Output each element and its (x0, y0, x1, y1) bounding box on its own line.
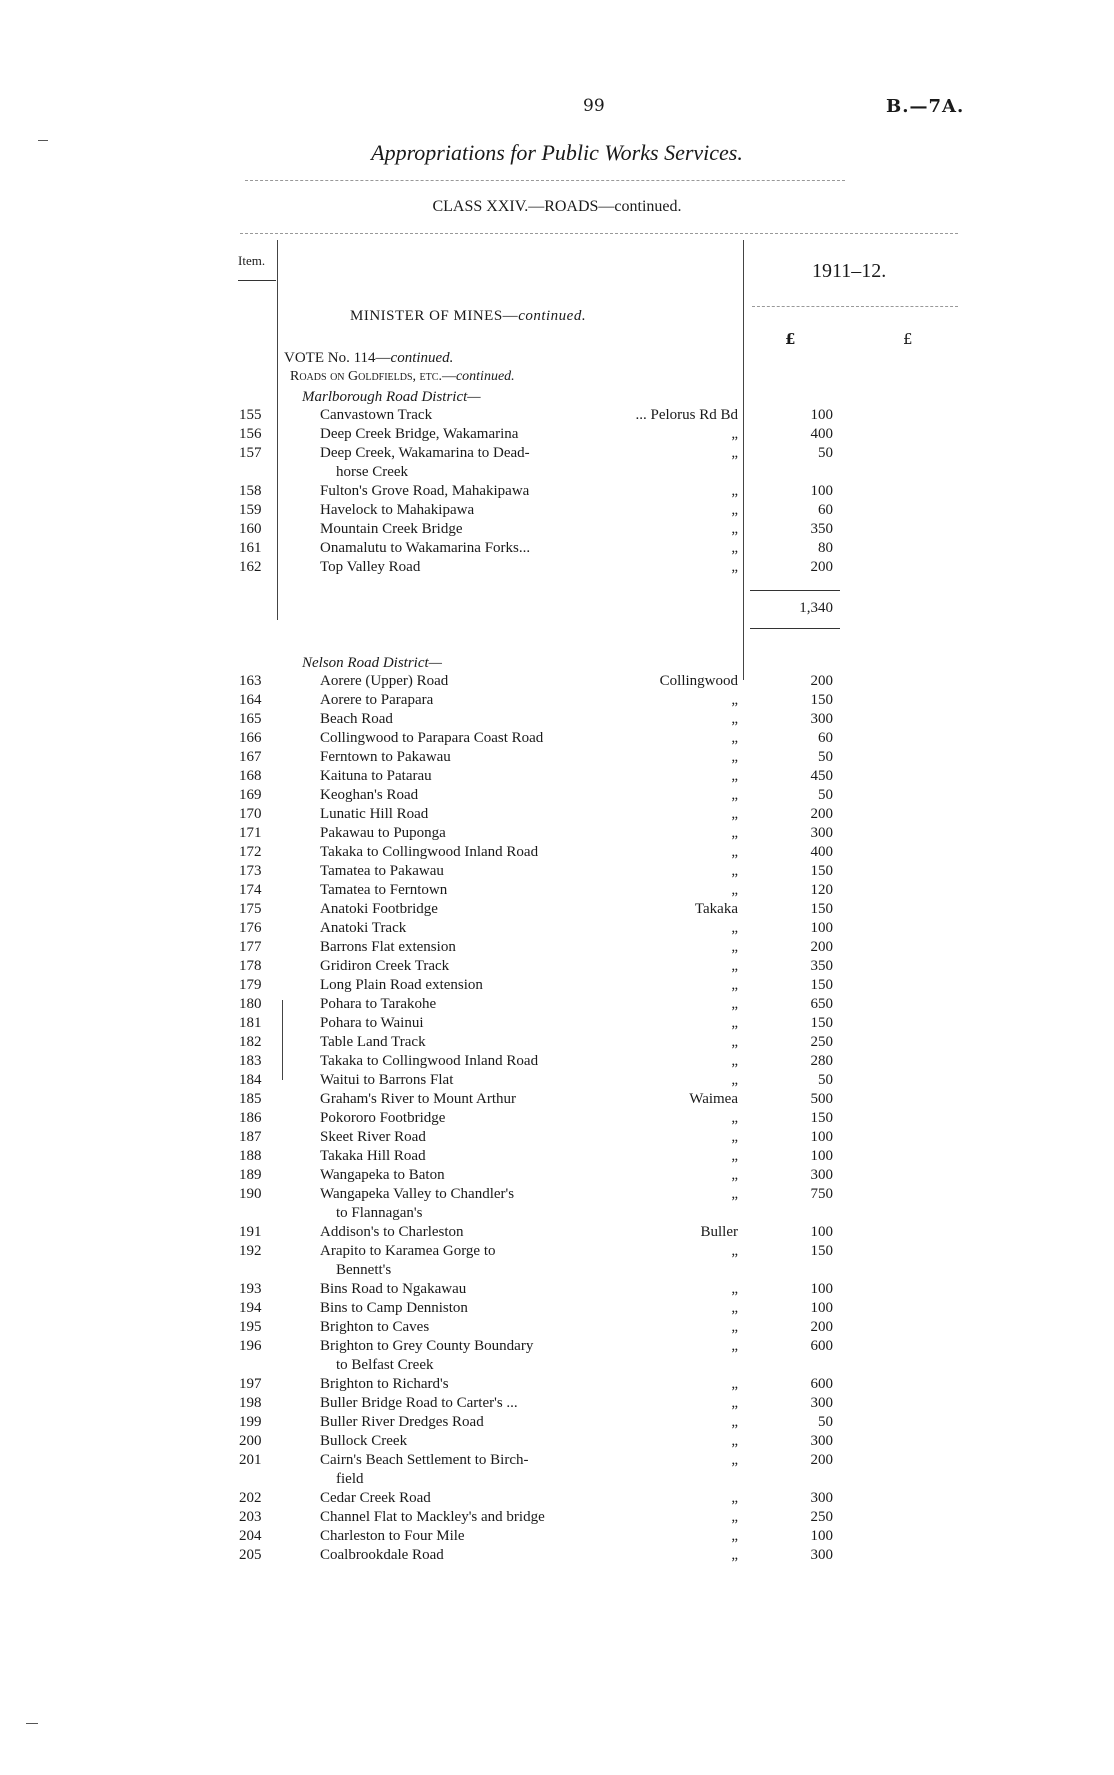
row-amount: 100 (810, 483, 833, 499)
row-amount: 50 (818, 1414, 833, 1430)
item-number: 174 (239, 882, 262, 898)
document-reference: B.—7A. (886, 96, 965, 117)
row-amount: 600 (810, 1376, 833, 1392)
row-description: Pohara to Tarakohe (320, 996, 437, 1012)
row-authority: „ (731, 1490, 738, 1506)
item-number: 164 (239, 692, 262, 708)
year-header-rule (752, 306, 958, 307)
row-amount: 400 (810, 426, 833, 442)
row-authority: „ (731, 958, 738, 974)
row-amount: 200 (810, 939, 833, 955)
pound-symbol-second: £ (903, 330, 913, 348)
page-number: 99 (583, 96, 605, 116)
row-authority: „ (731, 996, 738, 1012)
row-authority: „ (731, 1186, 738, 1202)
table-top-rule (240, 233, 958, 234)
row-amount: 350 (810, 521, 833, 537)
item-number: 201 (239, 1452, 262, 1468)
row-description: Buller River Dredges Road (320, 1414, 484, 1430)
item-number: 183 (239, 1053, 262, 1069)
page-title: Appropriations for Public Works Services. (371, 140, 743, 165)
row-description: Aorere to Parapara (320, 692, 434, 708)
row-amount: 60 (818, 730, 833, 746)
row-authority: „ (731, 1034, 738, 1050)
item-number: 169 (239, 787, 262, 803)
item-number: 176 (239, 920, 262, 936)
row-amount: 150 (810, 901, 833, 917)
subtotal-rule-bottom (750, 628, 840, 629)
row-description: Anatoki Track (320, 920, 407, 936)
row-authority: „ (731, 1148, 738, 1164)
row-amount: 150 (810, 692, 833, 708)
row-description: Waitui to Barrons Flat (320, 1072, 454, 1088)
row-description: Top Valley Road (320, 559, 421, 575)
row-authority: Buller (700, 1224, 738, 1240)
row-description: Brighton to Richard's (320, 1376, 449, 1392)
row-amount: 100 (810, 407, 833, 423)
row-authority: „ (731, 1376, 738, 1392)
item-number: 181 (239, 1015, 262, 1031)
item-number: 198 (239, 1395, 262, 1411)
item-number: 158 (239, 483, 262, 499)
row-amount: 400 (810, 844, 833, 860)
item-number: 177 (239, 939, 262, 955)
row-description: Pohara to Wainui (320, 1015, 424, 1031)
item-number: 188 (239, 1148, 262, 1164)
row-description: Table Land Track (320, 1034, 426, 1050)
row-amount: 300 (810, 1490, 833, 1506)
row-authority: „ (731, 1547, 738, 1563)
row-authority: „ (731, 1433, 738, 1449)
row-authority: „ (731, 521, 738, 537)
item-column-line (277, 240, 278, 620)
item-number: 168 (239, 768, 262, 784)
row-amount: 150 (810, 977, 833, 993)
item-number: 172 (239, 844, 262, 860)
row-authority: „ (731, 1167, 738, 1183)
row-amount: 150 (810, 863, 833, 879)
row-amount: 200 (810, 559, 833, 575)
row-authority: „ (731, 502, 738, 518)
row-description-continued: field (336, 1471, 364, 1487)
row-authority: Takaka (694, 901, 738, 917)
item-number: 167 (239, 749, 262, 765)
row-description: Keoghan's Road (320, 787, 419, 803)
row-amount: 100 (810, 1129, 833, 1145)
row-description: Takaka to Collingwood Inland Road (320, 1053, 539, 1069)
row-amount: 650 (810, 996, 833, 1012)
row-amount: 200 (810, 806, 833, 822)
row-description: Aorere (Upper) Road (320, 673, 449, 689)
row-description: Channel Flat to Mackley's and bridge (320, 1509, 545, 1525)
row-description: Pokororo Footbridge (320, 1110, 446, 1126)
item-number: 171 (239, 825, 262, 841)
row-authority: „ (731, 939, 738, 955)
row-amount: 250 (810, 1509, 833, 1525)
row-description: Barrons Flat extension (320, 939, 456, 955)
item-column-header: Item. (238, 253, 266, 268)
row-description: Lunatic Hill Road (320, 806, 429, 822)
row-authority: „ (731, 1129, 738, 1145)
row-description: Gridiron Creek Track (320, 958, 450, 974)
row-description: Tamatea to Ferntown (320, 882, 448, 898)
row-authority: „ (731, 749, 738, 765)
row-authority: „ (731, 1452, 738, 1468)
row-description: Tamatea to Pakawau (320, 863, 444, 879)
row-amount: 100 (810, 1148, 833, 1164)
row-amount: 100 (810, 1300, 833, 1316)
minister-heading: MINISTER OF MINES—continued. (350, 308, 587, 324)
item-number: 194 (239, 1300, 262, 1316)
item-number: 165 (239, 711, 262, 727)
row-authority: „ (731, 1414, 738, 1430)
row-amount: 150 (810, 1243, 833, 1259)
pound-symbol: £ (785, 330, 796, 348)
row-amount: 300 (810, 1547, 833, 1563)
row-authority: „ (731, 692, 738, 708)
row-description: Deep Creek Bridge, Wakamarina (320, 426, 519, 442)
row-description: Deep Creek, Wakamarina to Dead- (320, 445, 530, 461)
item-number: 157 (239, 445, 262, 461)
item-number: 166 (239, 730, 262, 746)
row-description: Takaka Hill Road (320, 1148, 426, 1164)
item-number: 199 (239, 1414, 262, 1430)
row-description: Brighton to Grey County Boundary (320, 1338, 534, 1354)
row-description: Arapito to Karamea Gorge to (320, 1243, 496, 1259)
row-amount: 50 (818, 787, 833, 803)
row-authority: „ (731, 1300, 738, 1316)
row-authority: „ (731, 711, 738, 727)
row-authority: „ (731, 825, 738, 841)
row-authority: „ (731, 1110, 738, 1126)
row-amount: 60 (818, 502, 833, 518)
row-description: Coalbrookdale Road (320, 1547, 444, 1563)
item-number: 192 (239, 1243, 262, 1259)
row-amount: 50 (818, 445, 833, 461)
item-number: 186 (239, 1110, 262, 1126)
row-description: Addison's to Charleston (320, 1224, 464, 1240)
row-authority: Waimea (689, 1091, 738, 1107)
row-authority: „ (731, 730, 738, 746)
row-amount: 350 (810, 958, 833, 974)
row-description: Brighton to Caves (320, 1319, 430, 1335)
row-description: Bullock Creek (320, 1433, 408, 1449)
row-authority: „ (731, 787, 738, 803)
marlborough-total: 1,340 (799, 600, 833, 616)
item-number: 180 (239, 996, 262, 1012)
row-amount: 300 (810, 1167, 833, 1183)
row-amount: 300 (810, 1395, 833, 1411)
row-description-continued: to Flannagan's (336, 1205, 423, 1221)
item-column-line-lower (282, 1000, 283, 1080)
row-description: Collingwood to Parapara Coast Road (320, 730, 544, 746)
row-amount: 300 (810, 1433, 833, 1449)
row-amount: 600 (810, 1338, 833, 1354)
row-authority: „ (731, 1395, 738, 1411)
row-amount: 150 (810, 1015, 833, 1031)
row-authority: „ (731, 426, 738, 442)
row-amount: 200 (810, 673, 833, 689)
row-amount: 150 (810, 1110, 833, 1126)
item-number: 202 (239, 1490, 262, 1506)
item-number: 195 (239, 1319, 262, 1335)
item-number: 162 (239, 559, 262, 575)
row-description: Mountain Creek Bridge (320, 521, 463, 537)
row-amount: 450 (810, 768, 833, 784)
item-number: 170 (239, 806, 262, 822)
class-heading: CLASS XXIV.—ROADS—continued. (432, 198, 682, 215)
row-authority: „ (731, 1338, 738, 1354)
row-authority: „ (731, 483, 738, 499)
row-description: Skeet River Road (320, 1129, 426, 1145)
item-number: 185 (239, 1091, 262, 1107)
row-authority: „ (731, 1015, 738, 1031)
item-number: 197 (239, 1376, 262, 1392)
item-number: 182 (239, 1034, 262, 1050)
item-number: 205 (239, 1547, 262, 1563)
row-description: Fulton's Grove Road, Mahakipawa (320, 483, 530, 499)
row-authority: „ (731, 540, 738, 556)
amount-column-line (743, 240, 744, 680)
row-description: Havelock to Mahakipawa (320, 502, 475, 518)
row-amount: 280 (810, 1053, 833, 1069)
row-authority: „ (731, 920, 738, 936)
row-authority: „ (731, 445, 738, 461)
row-authority: „ (731, 882, 738, 898)
row-description: Wangapeka to Baton (320, 1167, 445, 1183)
row-authority: „ (731, 1319, 738, 1335)
row-amount: 50 (818, 749, 833, 765)
row-amount: 100 (810, 1281, 833, 1297)
item-number: 178 (239, 958, 262, 974)
item-number: 191 (239, 1224, 262, 1240)
row-authority: „ (731, 559, 738, 575)
item-number: 190 (239, 1186, 262, 1202)
item-number: 159 (239, 502, 262, 518)
item-number: 200 (239, 1433, 262, 1449)
row-description: Pakawau to Puponga (320, 825, 446, 841)
row-description-continued: to Belfast Creek (336, 1357, 434, 1373)
item-number: 187 (239, 1129, 262, 1145)
row-amount: 200 (810, 1452, 833, 1468)
row-description: Wangapeka Valley to Chandler's (320, 1186, 515, 1202)
row-description: Beach Road (320, 711, 393, 727)
row-authority: „ (731, 977, 738, 993)
item-number: 173 (239, 863, 262, 879)
row-description: Bins Road to Ngakawau (320, 1281, 467, 1297)
row-amount: 750 (810, 1186, 833, 1202)
subtotal-rule-top (750, 590, 840, 591)
row-amount: 200 (810, 1319, 833, 1335)
row-amount: 250 (810, 1034, 833, 1050)
year-column-header: 1911–12. (812, 260, 887, 282)
row-description: Graham's River to Mount Arthur (320, 1091, 517, 1107)
row-authority: „ (731, 1281, 738, 1297)
item-number: 161 (239, 540, 262, 556)
scan-mark (26, 1723, 38, 1724)
row-description: Buller Bridge Road to Carter's ... (320, 1395, 518, 1411)
marlborough-district-heading: Marlborough Road District— (302, 389, 481, 405)
row-authority: „ (731, 806, 738, 822)
row-description: Anatoki Footbridge (320, 901, 438, 917)
row-description-continued: Bennett's (336, 1262, 392, 1278)
row-amount: 100 (810, 1528, 833, 1544)
row-description: Cedar Creek Road (320, 1490, 431, 1506)
row-description: Cairn's Beach Settlement to Birch- (320, 1452, 529, 1468)
row-authority: „ (731, 1053, 738, 1069)
item-number: 163 (239, 673, 262, 689)
row-authority: „ (731, 1509, 738, 1525)
row-description-continued: horse Creek (336, 464, 409, 480)
row-amount: 500 (810, 1091, 833, 1107)
row-description: Ferntown to Pakawau (320, 749, 451, 765)
row-description: Onamalutu to Wakamarina Forks... (320, 540, 531, 556)
row-description: Bins to Camp Denniston (320, 1300, 468, 1316)
row-description: Charleston to Four Mile (320, 1528, 465, 1544)
row-authority: „ (731, 1528, 738, 1544)
row-authority: „ (731, 1243, 738, 1259)
item-header-rule (238, 280, 276, 281)
vote-heading: VOTE No. 114—continued. (284, 350, 454, 366)
item-number: 203 (239, 1509, 262, 1525)
item-number: 179 (239, 977, 262, 993)
row-amount: 100 (810, 1224, 833, 1240)
row-authority: „ (731, 863, 738, 879)
row-amount: 300 (810, 711, 833, 727)
row-authority: ... Pelorus Rd Bd (635, 407, 738, 423)
row-amount: 120 (810, 882, 833, 898)
item-number: 156 (239, 426, 262, 442)
row-description: Long Plain Road extension (320, 977, 483, 993)
item-number: 184 (239, 1072, 262, 1088)
row-authority: Collingwood (659, 673, 738, 689)
row-authority: „ (731, 1072, 738, 1088)
scan-mark (38, 140, 48, 141)
roads-heading: Roads on Goldfields, etc.—continued. (290, 369, 515, 384)
item-number: 193 (239, 1281, 262, 1297)
nelson-district-heading: Nelson Road District— (302, 655, 443, 671)
row-amount: 80 (818, 540, 833, 556)
row-authority: „ (731, 768, 738, 784)
row-amount: 300 (810, 825, 833, 841)
title-divider (245, 180, 845, 181)
row-description: Canvastown Track (320, 407, 433, 423)
item-number: 204 (239, 1528, 262, 1544)
item-number: 196 (239, 1338, 262, 1354)
row-description: Kaituna to Patarau (320, 768, 432, 784)
row-amount: 50 (818, 1072, 833, 1088)
item-number: 175 (239, 901, 262, 917)
item-number: 160 (239, 521, 262, 537)
item-number: 155 (239, 407, 262, 423)
row-authority: „ (731, 844, 738, 860)
row-amount: 100 (810, 920, 833, 936)
row-description: Takaka to Collingwood Inland Road (320, 844, 539, 860)
item-number: 189 (239, 1167, 262, 1183)
